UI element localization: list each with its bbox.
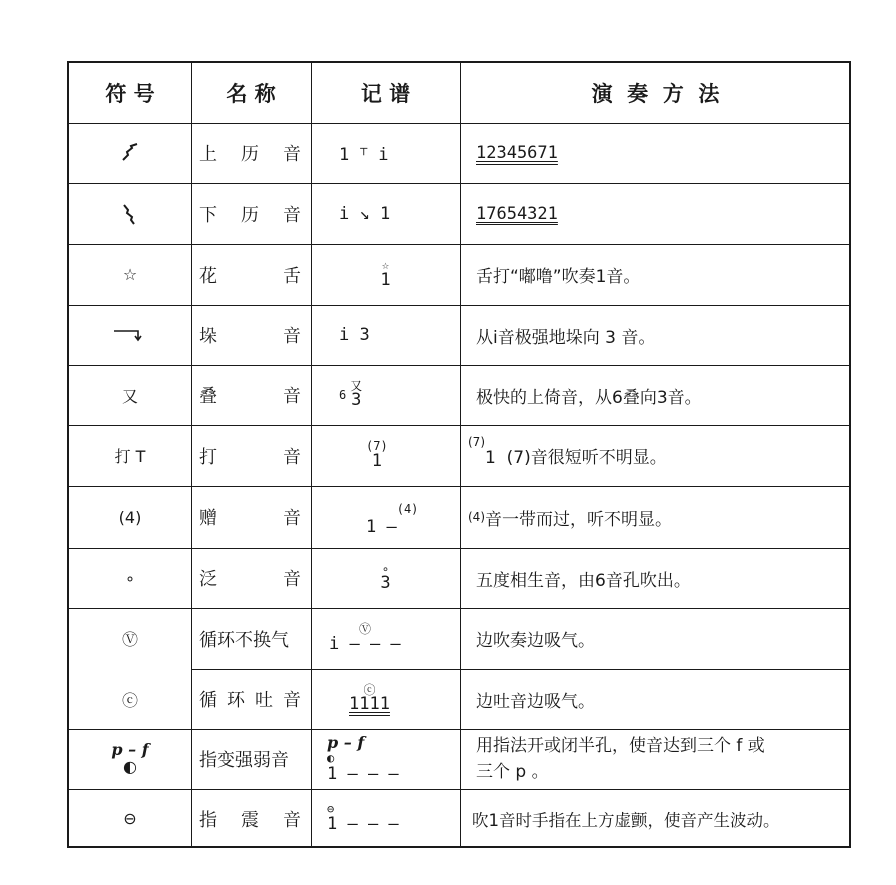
notation-note: 1111: [349, 694, 390, 715]
name-char: 吐: [255, 690, 273, 711]
notation-dynamic: p – f: [327, 733, 365, 753]
method-cell: 舌打“嘟噜”吹奏1音。: [476, 267, 641, 287]
notation-mark: ⓒ: [363, 682, 376, 697]
notation-grace: (4): [396, 502, 419, 516]
method-cell: 从i音极强地垛向 3 音。: [476, 327, 656, 348]
method-cell: [460, 729, 851, 789]
name-char: 垛: [199, 326, 217, 347]
header-symbol: 符 号: [105, 82, 155, 106]
notation-note: 1 –: [366, 517, 397, 537]
name-cell: [191, 305, 311, 365]
method-text: 1 (7)音很短听不明显。: [485, 448, 667, 468]
notation-cell: i ↘ 1: [339, 203, 391, 224]
notation-note: 1 – – –: [327, 764, 399, 785]
notation-cell: [311, 486, 460, 548]
name-char: 音: [283, 508, 301, 529]
finger-vibrato-icon: ⊖: [123, 809, 137, 828]
name-char: 指变强弱音: [199, 750, 289, 771]
method-text: 三个 p 。: [476, 762, 549, 782]
name-cell: [191, 669, 311, 729]
notation-mark: Ⓥ: [359, 622, 372, 637]
notation-cell: [311, 729, 460, 789]
method-cell: [460, 425, 851, 486]
name-cell: [191, 486, 311, 548]
name-char: 音: [283, 690, 301, 711]
method-cell: 边吹奏边吸气。: [476, 631, 595, 651]
circular-breathing-icon: Ⓥ: [121, 630, 138, 649]
header-notation: 记 谱: [360, 82, 411, 106]
header-method: 演 奏 方 法: [591, 82, 720, 106]
name-char: 循: [199, 690, 217, 711]
notation-cell: i 3: [339, 325, 370, 345]
strike-symbol-icon: 打 T: [114, 447, 146, 466]
method-cell: 吹1音时手指在上方虚颤，使音产生波动。: [472, 810, 780, 830]
name-cell: [191, 729, 311, 789]
notation-cell: [311, 365, 460, 425]
notation-mark: ∘: [381, 561, 390, 576]
notation-mark: 又: [350, 378, 363, 393]
method-text: 音一带而过，听不明显。: [485, 509, 672, 530]
name-char: 下: [199, 204, 217, 226]
notation-note: 1: [371, 450, 382, 471]
method-cell: [460, 183, 851, 244]
notation-cell: [311, 789, 460, 848]
name-char: 音: [283, 144, 301, 165]
notation-note: 3: [351, 390, 362, 411]
half-hole-mark: ◐: [123, 757, 137, 776]
harmonic-circle-icon: ∘: [124, 568, 135, 588]
method-cell: [460, 486, 851, 548]
notation-note: 1 – – –: [327, 813, 399, 834]
name-cell: [191, 548, 311, 608]
name-char: 音: [283, 386, 301, 407]
name-char: 音: [283, 569, 301, 590]
method-grace: (7): [468, 435, 485, 449]
name-char: 指: [199, 809, 217, 831]
name-cell: [191, 425, 311, 486]
notation-cell: [311, 669, 460, 729]
method-text: 17654321: [476, 203, 558, 224]
method-text: 用指法开或闭半孔，使音达到三个 f 或: [476, 735, 765, 756]
name-char: 音: [283, 326, 301, 347]
name-char: 环: [227, 690, 245, 711]
falling-glide-icon: [69, 183, 191, 244]
name-char: 音: [283, 204, 301, 226]
method-cell: 边吐音边吸气。: [476, 691, 595, 712]
method-text: 12345671: [476, 143, 558, 163]
dynamic-mark: p – f: [111, 740, 149, 760]
name-char: 叠: [199, 386, 217, 407]
notation-mark: ☆: [381, 258, 390, 273]
method-cell: 五度相生音，由6音孔吹出。: [476, 570, 691, 591]
playing-technique-table: [67, 61, 851, 848]
mordent-symbol-icon: 又: [121, 386, 138, 406]
notation-cell: 1 ⸆ i: [339, 144, 389, 165]
rising-glide-icon: [69, 123, 191, 183]
appended-note-icon: (4): [118, 507, 142, 527]
notation-cell: [311, 608, 460, 669]
notation-note: 3: [380, 573, 391, 594]
notation-cell: [311, 425, 460, 486]
notation-mark: (7): [366, 439, 388, 454]
notation-grace: 6: [339, 388, 347, 402]
name-char: 泛: [199, 569, 217, 590]
name-cell: [191, 365, 311, 425]
accent-bracket-icon: [69, 305, 191, 365]
name-cell: [191, 789, 311, 848]
name-char: 历: [241, 204, 259, 226]
method-cell: [460, 123, 851, 183]
name-char: 上: [199, 144, 217, 165]
circular-tonguing-icon: ⓒ: [121, 690, 138, 710]
name-cell: [191, 608, 311, 669]
name-char: 历: [241, 144, 259, 165]
name-char: 震: [241, 809, 259, 831]
dynamic-change-icon: [69, 729, 191, 789]
notation-note: 1: [380, 269, 391, 290]
notation-half-hole: ◐: [327, 750, 335, 765]
name-cell: [191, 244, 311, 305]
notation-cell: [311, 244, 460, 305]
notation-note: i – – –: [329, 633, 401, 654]
name-char: 花: [199, 265, 217, 287]
notation-mark: ⊖: [327, 802, 335, 817]
name-char: 赠: [199, 508, 217, 529]
name-char: 循环不换气: [199, 629, 289, 651]
name-char: 打: [199, 446, 217, 468]
name-char: 音: [283, 446, 301, 468]
name-cell: [191, 183, 311, 244]
method-cell: 极快的上倚音，从6叠向3音。: [476, 387, 702, 408]
name-char: 舌: [283, 265, 301, 287]
name-char: 音: [283, 809, 301, 831]
flutter-tongue-icon: ☆: [122, 265, 138, 284]
header-name: 名 称: [226, 82, 276, 106]
method-grace: (4): [468, 510, 485, 524]
name-cell: [191, 123, 311, 183]
notation-cell: [311, 548, 460, 608]
